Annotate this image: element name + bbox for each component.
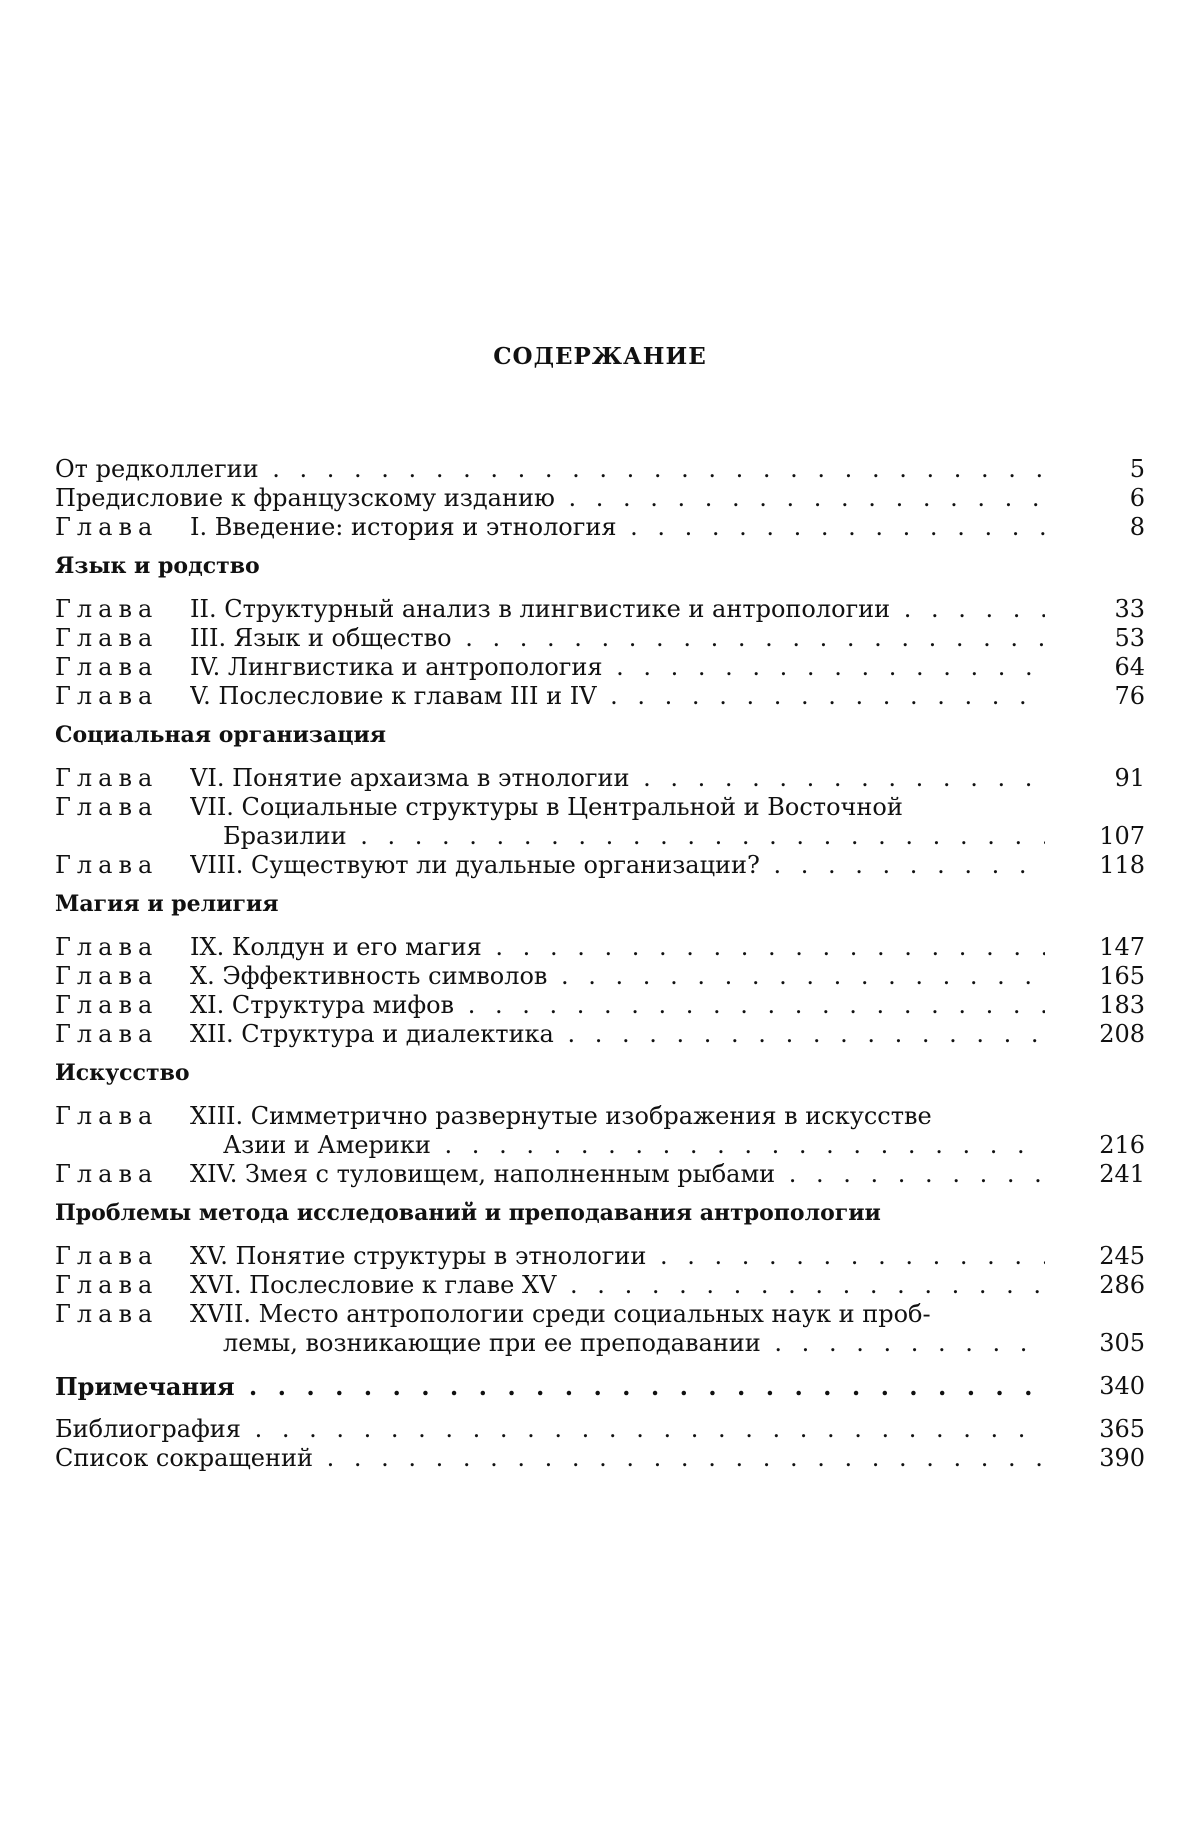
toc-entry[interactable] — [55, 1444, 1145, 1473]
chapter-label: Глава — [55, 991, 158, 1019]
section-heading: Искусство — [55, 1059, 1145, 1088]
page-number: 305 — [1065, 1329, 1145, 1358]
page-number: 33 — [1065, 595, 1145, 624]
page-number: 165 — [1065, 962, 1145, 991]
chapter-title: IX. Колдун и его магия . . . — [190, 933, 1045, 962]
page-number: 216 — [1065, 1131, 1145, 1160]
page-number: 241 — [1065, 1160, 1145, 1189]
toc-entry[interactable] — [55, 1415, 1145, 1444]
chapter-label: Глава — [55, 682, 158, 710]
section-heading: Социальная организация — [55, 721, 1145, 750]
toc-entry[interactable] — [55, 455, 1145, 484]
page-number: 208 — [1065, 1020, 1145, 1049]
page-number: 76 — [1065, 682, 1145, 711]
chapter-entry[interactable] — [55, 1300, 1145, 1329]
chapter-entry[interactable] — [55, 991, 1145, 1020]
chapter-entry[interactable] — [55, 962, 1145, 991]
table-of-contents — [55, 455, 1145, 1473]
chapter-title: V. Послесловие к главам III и IV . . . — [190, 682, 1045, 711]
toc-entry[interactable] — [55, 1372, 1145, 1401]
entry-title: От редколлегии . . . — [55, 455, 1045, 484]
page-number: 64 — [1065, 653, 1145, 682]
chapter-label: Глава — [55, 793, 158, 821]
chapter-entry[interactable] — [55, 1242, 1145, 1271]
spacer — [55, 1401, 1145, 1415]
page-number: 8 — [1065, 513, 1145, 542]
chapter-title: XI. Структура мифов . . . — [190, 991, 1045, 1020]
chapter-label: Глава — [55, 1271, 158, 1299]
chapter-title-continuation: Азии и Америки . . . — [223, 1131, 1045, 1160]
chapter-title: II. Структурный анализ в лингвистике и антропологии . . . — [190, 595, 1045, 624]
page-number: 147 — [1065, 933, 1145, 962]
chapter-title: XVII. Место антропологии среди социальных наук и проб- — [190, 1300, 1045, 1329]
chapter-entry[interactable] — [55, 1160, 1145, 1189]
chapter-label: Глава — [55, 764, 158, 792]
page-number: 245 — [1065, 1242, 1145, 1271]
entry-title: Библиография . . . — [55, 1415, 1045, 1444]
chapter-label: Глава — [55, 851, 158, 879]
chapter-label: Глава — [55, 513, 158, 541]
chapter-label: Глава — [55, 595, 158, 623]
page-number: 91 — [1065, 764, 1145, 793]
chapter-entry[interactable] — [55, 851, 1145, 880]
chapter-title-continuation: Бразилии . . . — [223, 822, 1045, 851]
chapter-entry[interactable] — [55, 653, 1145, 682]
chapter-title: VIII. Существуют ли дуальные организации? . . . — [190, 851, 1045, 880]
chapter-title: XIII. Симметрично развернутые изображения в искусстве — [190, 1102, 1045, 1131]
page-number: 183 — [1065, 991, 1145, 1020]
chapter-entry-continuation[interactable] — [55, 822, 1145, 851]
chapter-title: X. Эффективность символов . . . — [190, 962, 1045, 991]
chapter-label: Глава — [55, 1160, 158, 1188]
chapter-title: III. Язык и общество . . . — [190, 624, 1045, 653]
entry-title: Примечания . . . — [55, 1372, 1045, 1401]
section-heading: Магия и религия — [55, 890, 1145, 919]
page-number: 390 — [1065, 1444, 1145, 1473]
section-heading: Язык и родство — [55, 552, 1145, 581]
page-number: 118 — [1065, 851, 1145, 880]
chapter-label: Глава — [55, 1102, 158, 1130]
page-number: 6 — [1065, 484, 1145, 513]
chapter-entry-continuation[interactable] — [55, 1131, 1145, 1160]
chapter-label: Глава — [55, 1300, 158, 1328]
spacer — [55, 1358, 1145, 1372]
entry-title: Список сокращений . . . — [55, 1444, 1045, 1473]
chapter-entry[interactable] — [55, 1020, 1145, 1049]
chapter-label: Глава — [55, 653, 158, 681]
page-number: 53 — [1065, 624, 1145, 653]
chapter-entry[interactable] — [55, 933, 1145, 962]
page-number: 340 — [1065, 1372, 1145, 1401]
chapter-title: XIV. Змея с туловищем, наполненным рыбами . . . — [190, 1160, 1045, 1189]
page-number: 107 — [1065, 822, 1145, 851]
chapter-entry[interactable] — [55, 513, 1145, 542]
chapter-entry[interactable] — [55, 1102, 1145, 1131]
chapter-title-continuation: лемы, возникающие при ее преподавании . . . — [223, 1329, 1045, 1358]
page-title: СОДЕРЖАНИЕ — [0, 343, 1200, 370]
chapter-title: VII. Социальные структуры в Центральной и Восточной — [190, 793, 1045, 822]
chapter-label: Глава — [55, 1242, 158, 1270]
chapter-entry[interactable] — [55, 793, 1145, 822]
chapter-entry[interactable] — [55, 595, 1145, 624]
page-number: 286 — [1065, 1271, 1145, 1300]
chapter-entry[interactable] — [55, 764, 1145, 793]
chapter-label: Глава — [55, 624, 158, 652]
toc-entry[interactable] — [55, 484, 1145, 513]
toc-page — [0, 0, 1200, 1839]
chapter-label: Глава — [55, 933, 158, 961]
chapter-title: VI. Понятие архаизма в этнологии . . . — [190, 764, 1045, 793]
chapter-title: XII. Структура и диалектика . . . — [190, 1020, 1045, 1049]
chapter-title: XV. Понятие структуры в этнологии . . . — [190, 1242, 1045, 1271]
section-heading: Проблемы метода исследований и преподавания антропологии — [55, 1199, 1145, 1228]
chapter-title: XVI. Послесловие к главе XV . . . — [190, 1271, 1045, 1300]
chapter-entry[interactable] — [55, 624, 1145, 653]
chapter-entry[interactable] — [55, 682, 1145, 711]
chapter-entry[interactable] — [55, 1271, 1145, 1300]
chapter-label: Глава — [55, 962, 158, 990]
entry-title: Предисловие к французскому изданию . . . — [55, 484, 1045, 513]
chapter-title: IV. Лингвистика и антропология . . . — [190, 653, 1045, 682]
chapter-title: I. Введение: история и этнология . . . — [190, 513, 1045, 542]
page-number: 365 — [1065, 1415, 1145, 1444]
chapter-entry-continuation[interactable] — [55, 1329, 1145, 1358]
chapter-label: Глава — [55, 1020, 158, 1048]
page-number: 5 — [1065, 455, 1145, 484]
